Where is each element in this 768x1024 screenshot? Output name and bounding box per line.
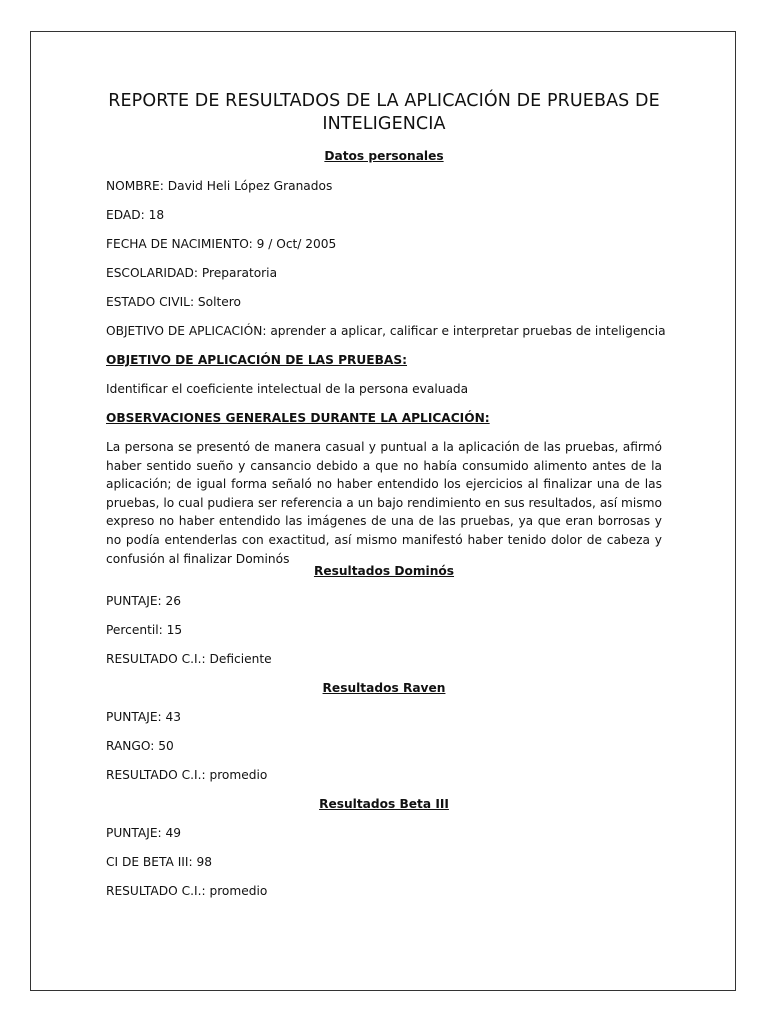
heading-objetivo-pruebas: OBJETIVO DE APLICACIÓN DE LAS PRUEBAS: [106, 353, 408, 367]
heading-observaciones: OBSERVACIONES GENERALES DURANTE LA APLICACIÓN: [106, 411, 490, 425]
field-nombre: NOMBRE: David Heli López Granados [106, 179, 333, 193]
dominos-resultado: RESULTADO C.I.: Deficiente [106, 652, 272, 666]
dominos-percentil: Percentil: 15 [106, 623, 183, 637]
beta-ci: CI DE BETA III: 98 [106, 855, 212, 869]
field-edad: EDAD: 18 [106, 208, 165, 222]
heading-datos-personales: Datos personales [324, 149, 444, 163]
heading-resultados-beta: Resultados Beta III [319, 797, 449, 811]
field-fecha-nacimiento: FECHA DE NACIMIENTO: 9 / Oct/ 2005 [106, 237, 337, 251]
beta-resultado: RESULTADO C.I.: promedio [106, 884, 268, 898]
dominos-puntaje: PUNTAJE: 26 [106, 594, 182, 608]
field-estado-civil: ESTADO CIVIL: Soltero [106, 295, 241, 309]
field-objetivo: OBJETIVO DE APLICACIÓN: aprender a aplicar, calificar e interpretar pruebas de inteligencia [106, 324, 666, 338]
beta-puntaje: PUNTAJE: 49 [106, 826, 182, 840]
heading-resultados-raven: Resultados Raven [322, 681, 446, 695]
observaciones-text: La persona se presentó de manera casual y puntual a la aplicación de las pruebas, afirmó haber sentido sueño y cansancio debido a que no había consumido alimento antes de la aplicación; de igual forma señaló no haber entendido los ejercicios al finalizar una de las pruebas, lo cual pudiera ser referencia a un bajo rendimiento en sus resultados, así mismo expreso no haber entendido las imágenes de una de las pruebas, ya que eran borrosas y no podía entenderlas con exactitud, así mismo manifestó haber tenido dolor de cabeza y confusión al finalizar Dominós [106, 440, 662, 566]
field-escolaridad: ESCOLARIDAD: Preparatoria [106, 266, 278, 280]
raven-resultado: RESULTADO C.I.: promedio [106, 768, 268, 782]
raven-puntaje: PUNTAJE: 43 [106, 710, 182, 724]
objetivo-pruebas-text: Identificar el coeficiente intelectual de la persona evaluada [106, 382, 469, 396]
raven-rango: RANGO: 50 [106, 739, 174, 753]
heading-resultados-dominos: Resultados Dominós [313, 564, 455, 578]
document-title: REPORTE DE RESULTADOS DE LA APLICACIÓN DE PRUEBAS DE INTELIGENCIA [108, 91, 660, 134]
